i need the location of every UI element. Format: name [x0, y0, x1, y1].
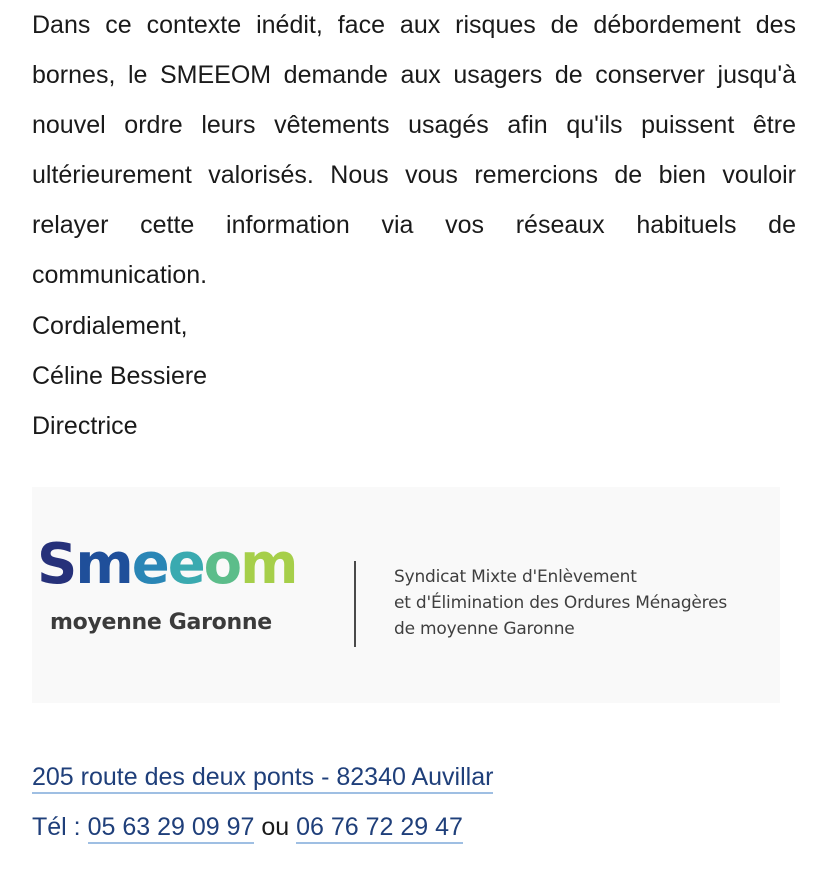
logo-wordmark	[37, 527, 297, 603]
address-line	[32, 760, 493, 794]
signer-name: Céline Bessiere	[32, 362, 208, 390]
signature-banner	[32, 487, 780, 703]
logo-letter: e	[167, 532, 204, 597]
phone-label: Tél :	[32, 813, 88, 841]
phone-line	[32, 810, 463, 844]
phone-separator: ou	[254, 813, 297, 841]
logo-letter: m	[240, 532, 297, 597]
message-paragraph: Dans ce contexte inédit, face aux risques de débordement des bornes, le SMEEOM demande aux usagers de conserver jusqu'à nouvel ordre leurs vêtements usagés afin qu'ils puissent être ultérieurement valorisés. Nous vous remercions de bien vouloir relayer cette information via vos réseaux habituels de communication.	[32, 11, 796, 289]
organization-tagline	[394, 564, 727, 642]
signer-title: Directrice	[32, 412, 138, 440]
logo-letter: S	[37, 532, 76, 597]
phone-link-1[interactable]: 05 63 29 09 97	[88, 813, 255, 844]
address-link[interactable]: 205 route des deux ponts - 82340 Auvillar	[32, 763, 493, 794]
logo-letter: e	[131, 532, 168, 597]
logo-divider	[354, 561, 356, 647]
tagline-line: de moyenne Garonne	[394, 619, 575, 639]
tagline-line: et d'Élimination des Ordures Ménagères	[394, 593, 728, 613]
closing-text: Cordialement,	[32, 312, 188, 340]
phone-link-2[interactable]: 06 76 72 29 47	[296, 813, 463, 844]
smeeom-logo	[37, 527, 307, 647]
logo-letter: o	[203, 532, 241, 597]
logo-subtitle: moyenne Garonne	[50, 610, 272, 635]
logo-letter: m	[75, 532, 132, 597]
tagline-line: Syndicat Mixte d'Enlèvement	[394, 567, 637, 587]
